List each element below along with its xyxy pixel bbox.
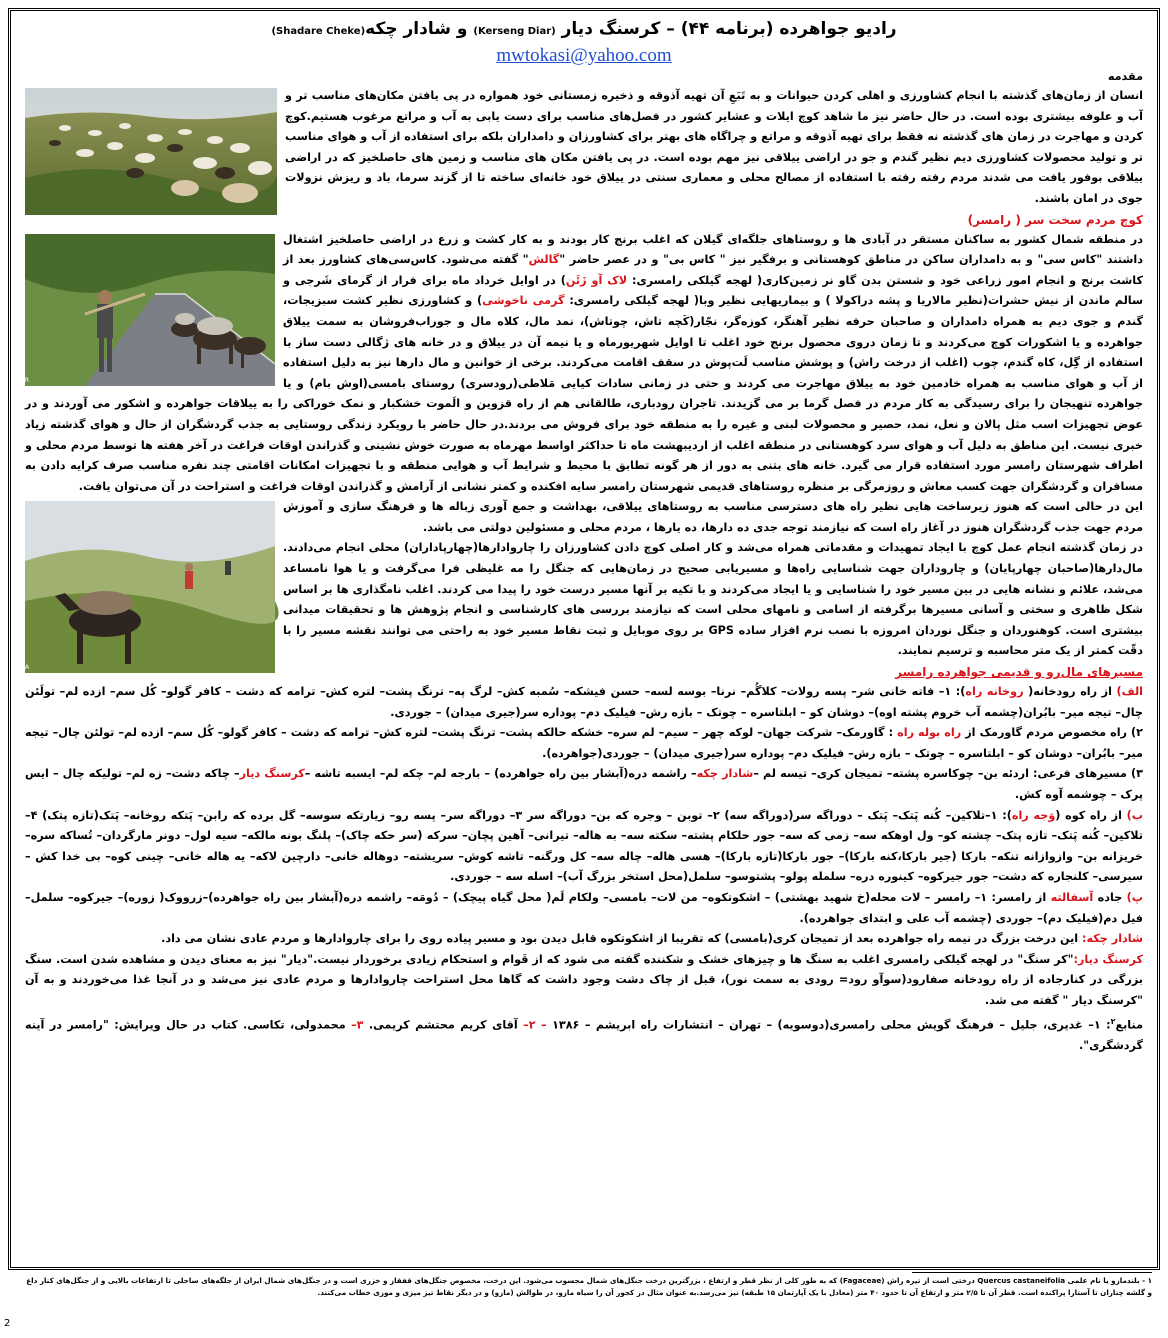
mule-caravan-road-photo	[11, 234, 275, 386]
page-number: 2	[4, 1318, 11, 1329]
goat-herd-photo	[25, 88, 277, 215]
irna-watermark: IRNA	[14, 664, 29, 672]
migration-heading: کوچ مردم سخت سر ( رامسر)	[967, 212, 1143, 227]
kerseng-diar-note: کرسنگ دیار:"کر سنگ" در لهجه گیلکی رامسری اغلب به سنگ ها و چیزهای خشک و شکننده گفته می شود که از قَوام و استحکام زیادی برخوردار نیست."دیار" نیز به معنای دیدن و مشاهده شدن است. سنگ بزرگی در کنارجاده از راه رودخانه صفارود(سوآو رود= رودی به سمت نور)، قبل از چاک دشت وجود داشت که گاها محل استراحت چاروادارها و مردم عادی نیز می‌شد و در آنجا غذا می‌خوردند و به آن "کرسنگ دیار " گفته می شد.	[25, 952, 1143, 1007]
footnotes	[22, 1272, 1152, 1299]
footnote-1: ۱ - بلندمازو یا نام علمی Quercus castaneifolia درختی است از تیره راش (Fagaceae) که به طور کلی از نظر قطر و ارتفاع ، بزرگترین درخت جنگل‌های شمال محسوب می‌شود. این درخت، مخصوص جنگل‌های قفقاز و خزری است و در جنگل‌های شمال ایران از جلگه‌های ساحلی تا ارتفاعات بالایی و از جنگل‌های کنار داغ و گلشه چناران تا آستارا پراکنده است. قطر آن تا ۲/۵ متر و ارتفاع آن تا حدود ۴۰ متر (معادل با یک آپارتمان ۱۵ طبقه) نیز می‌رسد.به عنوان مثال در کجور آن را سیاه مازو، در طوالش (مازو) و در دیگر نقاط تیز میزی و موزی خطاب می‌کنند.	[26, 1276, 1152, 1297]
route-pe: پ) جاده آسفالته از رامسر: ۱– رامسر – لات محله(خ شهید بهشتی) – اشکوتکوه– من لات– بامسی– ولکام لَم( محل گیاه پیچک) – دُومَه– راشمه دره(آبشار بین راه جواهرده)–زرووک( زوره)– جیرکوه– سلمل–فیل دم(فیلیک دم)– جوردی (چشمه آب علی و ابتدای جواهرده).	[25, 890, 1144, 925]
migration-paragraph-3: در زمان گذشته انجام عمل کوچ با ایجاد تمهیدات و مقدماتی همراه می‌شد و کار اصلی کوچ دادن کشاورزان را چاروادارها(چهارپاداران) محلی انجام می‌دادند. مال‌دارها(صاحبان چهارپایان) و چاروداران جهت شناسایی راه‌ها و مسیریابی صحیح در زمان‌هایی که جنگل را مه غلیظی فرا می‌گرفت و یا هوا نامساعد می‌شد، علائم و نشانه هایی در بین مسیر خود را شناسایی و یا ایجاد می‌کردند و با تکیه بر آنها مسیر درست خود را پیدا می کردند. اغلب نامگذاری ها بر اساس شکل ظاهری و سختی و آسانی مسیرها برگرفته از اسامی و نامهای محلی است که نیازمند بررسی های کارشناسی و انجام پژوهش ها و تحقیقات میدانی بیشتری است. کوهنوردان و جنگل نوردان امروزه با نصب نرم افزار ساده GPS بر روی موبایل و ثبت نقاط مسیر خود به راحتی می توانند نقشه مسیر را با دقّت کمتر از یک متر محاسبه و ترسیم نمایند.	[283, 541, 1143, 658]
term-lak-av: لاک آو زَئَن	[565, 273, 628, 287]
mule-mountain-photo	[14, 501, 275, 673]
page-frame	[8, 8, 1160, 1270]
route-alef: الف) از راه رودخانه( روخانه راه): ۱– فاته خانی شر– پسه رولات– کلاگُم– نرنا– بوسه لسه– حسن فیشکه– سُمبه کش– لرگ په– ترنگ پشت– لتره کش– ترامه که دشت – کافر گولو– کُل سم– ازده لم– تولَئن چال– تیجه میر– بابُران(چشمه آب خروم پشته اوه)– دوشان کو – ابلتاسره – چوتک – بازه رش– فیلیک دم– پوداره سر(جیری میدان) – جوردی.	[25, 685, 1144, 719]
shadar-cheke-note: شادار چکه: این درخت بزرگ در نیمه راه جواهرده بعد از تمیجان کری(بامسی) که تقریبا از اشکوتکوه قابل دیدن بود و مسیر پیاده روی را برای چاروادارها و مردم عادی نشان می داد.	[161, 932, 1143, 946]
term-garmi: گرمی ناخوشی	[482, 294, 565, 308]
intro-heading: مقدمه	[1107, 70, 1143, 83]
title-text-2: و شادار چکه	[365, 19, 468, 39]
term-galesh: گالش	[528, 253, 560, 267]
title-latin-kerseng: (Kerseng Diar)	[473, 26, 556, 37]
footnote-divider	[912, 1272, 1152, 1273]
migration-paragraph-2: این در حالی است که هنوز زیرساخت هایی نظیر راه های دسترسی مناسب به روستاهای ییلاقی، بهداشت و جمع آوری زباله ها و فرهنگ سازی و آموزش مردم جهت جذب گردشگران هنوز در آغاز راه است که نیازمند توجه جدی ده دارها، ده یارها ، مردم محلی و مسئولین دولتی می باشد.	[283, 500, 1143, 534]
mehr-watermark: MEHR	[11, 376, 29, 384]
migration-paragraph-1: در منطقه شمال کشور به ساکنان مستقر در آبادی ها و روستاهای جلگه‌ای گیلان که اغلب برنج کار بودند و به کار کشت و زرع در اراضی حاصلخیز اشتغال داشتند "کاس سی" و به دامداران ساکن در مناطق کوهستانی و برفگیر نیز " کاس بی" و در عصر حاضر "گالش" گفته می‌شود. کاس‌سی‌های کشاورز بعد از کاشت برنج و انجام امور زراعی خود و شستن بدن گاو نر زمین‌کاری( لهجه گیلکی رامسری: لاک آو زَئَن) در اوایل خرداد ماه برای فرار از گرمای شَرجی و سالم ماندن از نیش حشرات(نظیر مالاریا و پشه دراکولا ) و بیماریهایی نظیر وبا( لهجه گیلکی رامسری: گرمی ناخوشی) و کشاورزی نظیر کشت سبزیجات، گندم و جوی دیم به همراه دامداران و صاحبان حرفه نظیر آهنگر، کوزه‌گر، نجّار(کَچه تاش، چوتاش)، نمد مال، کلاه مال و جوراب‌فروشان به سمت ییلاق جواهرده و یا اشکورات کوچ می‌کردند و تا زمان دروی محصول برنج خود اغلب تا اوایل شهریورماه و یا نیمه آن در ییلاق و در خانه های ژگالی دست ساز با استفاده از گِل، کاه گندم، چوب (اغلب از درخت راش) و پوشش مناسب لَت‌پوش در سقف اقامت می‌کردند. برخی از خوانین و مال دارها نیز به دلیل استفاده از آب و هوای مناسب به همراه خادمین خود به ییلاق مهاجرت می کردند و حتی در زمانی سادات کیایی مَلاطی(رودسری) روستای بامسی(اوش بام) و یا جواهرده تنهیجان را برای رسیدگی به کار مردم در فصل گرما بر می گزیدند. تاجران رودباری، طالقانی هم از راه قزوین و الَموت خشکبار و نمک خوراکی را به ییلاقات جواهرده و اشکور می آوردند و در عوض تجهیزات اسب مثل پالان و نعل، نمد، حصیر و محصولات لبنی و غیره را به منطقه خود برای فروش می بردند.در حال حاضر با رویکرد زندگی روستایی به جذب گردشگران از حال و هوای گذشته زیاد خبری نیست. این مناطق به دلیل آب و هوای سرد کوهستانی در منطقه اغلب از اردیبهشت ماه تا حداکثر اواسط مهرماه به صورت خوش نشینی و گذراندن اوقات فراغت در آخر هفته ها توسط مردم محلی و اطراف شهرستان رامسر مورد استفاده قرار می گیرد. خانه های بتنی به دور از هر گونه تطابق با محیط و شرایط آب و هوایی منطقه و با تجهیزات امکانات اقامتی چند نفره مناسب صرف کرایه دادن به مسافران و گردشگران جهت کسب معاش و روزمرگی بر منظره روستاهای قدیمی شهرستان رامسر سایه افکنده و کمتر نشانی از آرامش و گذراندن اوقات فراغت و استراحت در آن می‌توان یافت.	[25, 232, 1144, 493]
email-link[interactable]: mwtokasi@yahoo.com	[496, 45, 672, 66]
route-2: ۲) راه مخصوص مردم گاورمک از راه بوله راه : گاورمک– شرکت جهان– لوکه چهر – سیم– لم سره– خشکه حالکه پشت– ترنگ پشت– لتره کش– ترامه که دشت – کافر گولو– کُل سم– ازده لم– تولئن چال– تیجه میر– بابُران– دوشان کو – ابلتاسره – چوتک – بازه رش– فیلیک دم– پوداره سر(جیری میدان) – جوردی(جواهرده).	[25, 726, 1143, 760]
title-text: رادیو جواهرده (برنامه ۴۴) – کرسنگ دیار	[561, 19, 897, 39]
title-latin-shadar: (Shadare Cheke)	[271, 26, 366, 37]
page-title	[25, 17, 1143, 44]
route-3: ۳) مسیرهای فرعی: اردئه بن– چوکاسره پشته– تمیجان کری– تیسه لم –شادار چکه– راشمه دره(آبشار بین راه جواهرده) – بارجه لم– چکه لم– ایسبه تاشه –کرسنگ دیار– چاکه دشت– زه لم– تولیکه چال – ایس پرک – چوشمه آوه کش.	[25, 767, 1144, 801]
intro-paragraph: انسان از زمان‌های گذشته با انجام کشاورزی و اهلی کردن حیوانات و به تَبَعِ آن تهیه آذوقه و ذخیره زمستانی خود همواره در پی یافتن مکان‌های مناسب تر و آب و علوفه بیشتری بوده است. در حال حاضر نیز ما شاهد کوچ ایلات و عشایر کشور در فصل‌های مناسب برای دست یابی به آب و مراتع مرغوب هستیم.کوچ کردن و مهاجرت در زمان های گذشته نه فقط برای تهیه آذوقه و مراتع و چراگاه های بهتر برای کشاورزان و دامداران بلکه برای استفاده از آب و هوای مناسب تر و تولید محصولات کشاورزی دیم نظیر گندم و جو در اراضی ییلاقی نیز مهم بوده است. در پی یافتن مکان های مناسب و زمین های حاصلخیز که در اراضی ییلاقی بوفور یافت می شدند مردم رفته رفته با استفاده از مصالح محلی و معماری سنتی در ییلاق خود خانه‌ای ساخته تا از گزند سرما، باد و ریزش نزولات جوی در امان باشند.	[285, 89, 1143, 205]
routes-heading: مسیرهای مال‌رو و قدیمی جواهرده رامسر	[895, 665, 1143, 680]
route-be: ب) از راه کوه (وَجه راه): ۱–تلاکین– کُنه پَتک– پَتک – دوراگه سر(دوراگه سه) ۲– توبن – وجره که بن– دوراگه سر ۳– دوراگه سر– پسه رو– زیارتکه سوسه– گل برده که رابن– پَتکه روخانه– پَتک(تازه پتک) ۴– تلاکین– کُنه پَتک– تازه پتک– چشته کو– ول اوهکه سه– زمی که سه– جور حلکام پشته– سکته سه– به هاله– تیرانی– آهین پچان– سرکه (سر حکه چاک)– پلنگ بونه مالکه– سیه لول– دونر مارگردان– تُساکه سره– خریزانه بن– وازوازانه تنکه– بارکا (جیر بارکا،کنه بارکا)– جور بارکا(تازه بارکا)– هسی هاله– چاله سه– کل ورگنه– تاشه کوش– سریشته– دوهاله خانی– دارچین لاکه– یه هاله خانی– چینی کوه– بی خدا کش – سیرسی– کلنجاره که دشت– جور جیرکوه– کینوره دره– سلمله پولو– پشتوسو– سلمل(محل استخر بزرگ آب)– اسله سه – جوردی.	[25, 808, 1144, 884]
sources: منابع$^۲$: ۱– غدیری، جلیل – فرهنگ گویش محلی رامسری(دوسویه) – تهران – انتشارات راه ابریشم – ۱۳۸۶ – ۲– آقای کریم محتشم کریمی. ۳– محمدولی، تکاسی. کتاب در حال ویرایش: "رامسر در آینه گردشگری".	[25, 1016, 1143, 1052]
